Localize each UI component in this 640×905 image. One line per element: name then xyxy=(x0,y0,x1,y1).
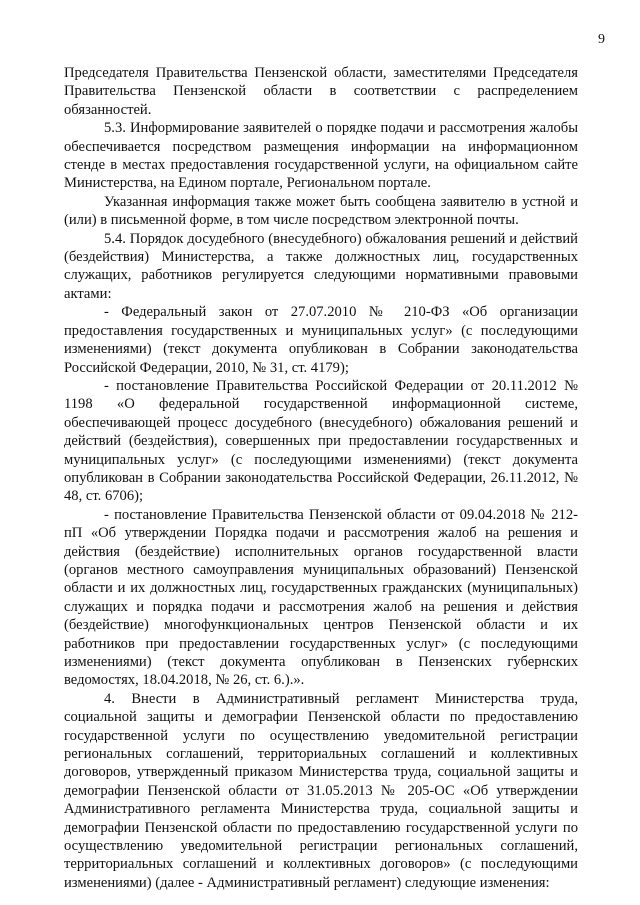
page-number: 9 xyxy=(598,32,605,47)
list-item-federal-law: - Федеральный закон от 27.07.2010 № 210-ФЗ «Об организации предоставления государственных и муниципальных услуг» (с последующими изменениями) (текст документа опубликован в Собрании законодательства Российской Федерации, 2010, № 31, ст. 4179); xyxy=(64,304,578,376)
list-item-penza-government-decree: - постановление Правительства Пензенской области от 09.04.2018 № 212-пП «Об утверждении Порядка подачи и рассмотрения жалоб на решения и действия (бездействие) исполнительных органов государственной власти (органов местного самоуправления муниципальных образований) Пензенской области и их должностных лиц, государственных гражданских (муниципальных) служащих и порядка подачи и рассмотрения жалоб на решения и действия (бездействие) многофункциональных центров Пензенской области и их работников при предоставлении государственных услуг» (с последующими изменениями) (текст документа опубликован в Пензенских губернских ведомостях, 18.04.2018, № 26, ст. 6.).». xyxy=(64,506,578,689)
list-item-rf-government-decree: - постановление Правительства Российской Федерации от 20.11.2012 № 1198 «О федеральной государственной информационной системе, обеспечивающей процесс досудебного (внесудебного) обжалования решений и действий (бездействия), совершенных при предоставлении государственных и муниципальных услуг» (с последующими изменениями) (текст документа опубликован в Собрании законодательства Российской Федерации, 26.11.2012, № 48, ст. 6706); xyxy=(64,377,578,505)
paragraph-info-delivery: Указанная информация также может быть сообщена заявителю в устной и (или) в письменной форме, в том числе посредством электронной почты. xyxy=(64,193,578,229)
paragraph-continuation: Председателя Правительства Пензенской области, заместителями Председателя Правительства Пензенской области в соответствии с распределением обязанностей. xyxy=(64,65,578,118)
paragraph-item-4: 4. Внести в Административный регламент Министерства труда, социальной защиты и демографии Пензенской области по предоставлению государственной услуги по осуществлению уведомительной регистрации региональных соглашений, территориальных соглашений и коллективных договоров, утвержденный приказом Министерства труда, социальной защиты и демографии Пензенской области от 31.05.2013 № 205-ОС «Об утверждении Административного регламента Министерства труда, социальной защиты и демографии Пензенской области по предоставлению государственной услуги по осуществлению уведомительной регистрации региональных соглашений, территориальных соглашений и коллективных договоров» (с последующими изменениями) (далее - Административный регламент) следующие изменения: xyxy=(64,690,578,891)
paragraph-5-3: 5.3. Информирование заявителей о порядке подачи и рассмотрения жалобы обеспечивается посредством размещения информации на информационном стенде в местах предоставления государственной услуги, на официальном сайте Министерства, на Едином портале, Региональном портале. xyxy=(64,120,578,192)
paragraph-5-4: 5.4. Порядок досудебного (внесудебного) обжалования решений и действий (бездействия) Министерства, а также должностных лиц, государственных служащих, работников регулируется следующими нормативными правовыми актами: xyxy=(64,230,578,302)
document-body xyxy=(64,64,578,892)
